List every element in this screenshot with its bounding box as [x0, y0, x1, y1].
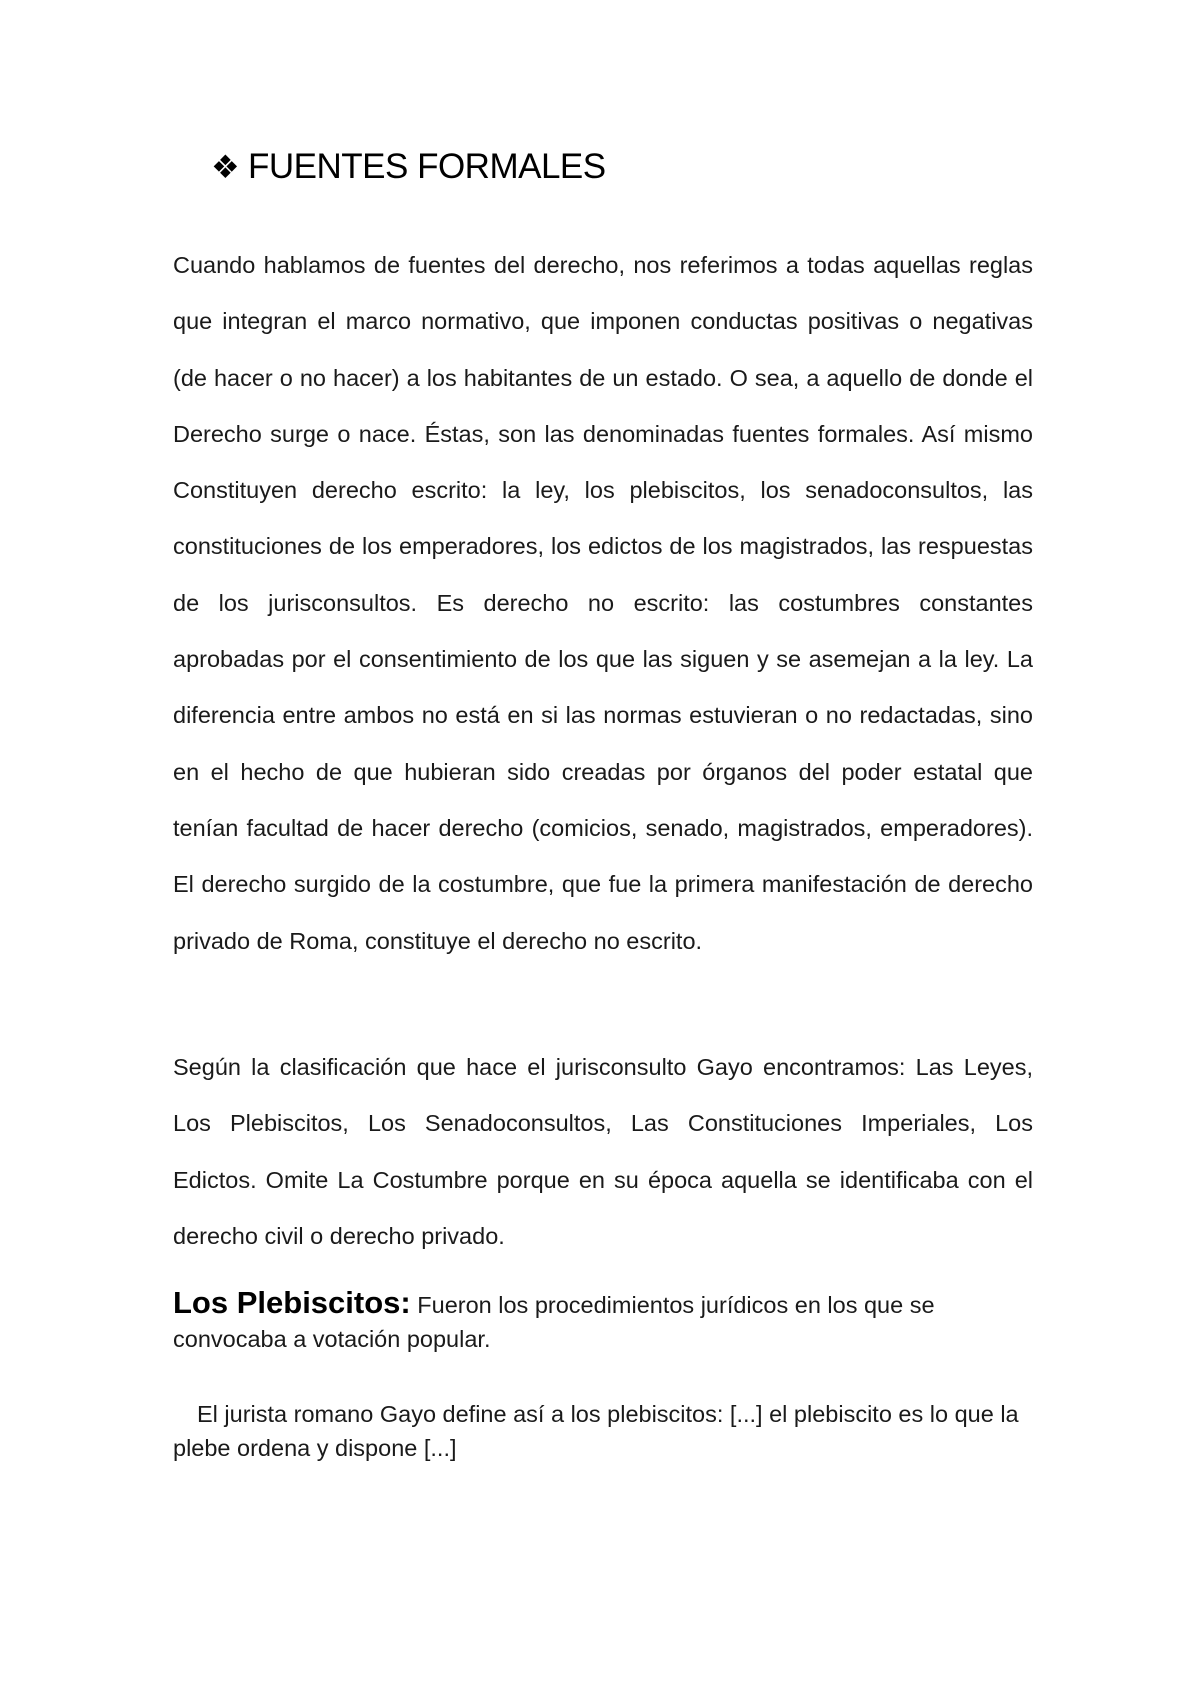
diamond-bullet-icon: ❖	[211, 149, 240, 185]
definition-plebiscitos	[173, 1286, 1033, 1356]
definition-term: Los Plebiscitos:	[173, 1285, 411, 1320]
heading-title: FUENTES FORMALES	[248, 147, 606, 186]
paragraph-fuentes-derecho: Cuando hablamos de fuentes del derecho, nos referimos a todas aquellas reglas que integran el marco normativo, que imponen conductas positivas o negativas (de hacer o no hacer) a los habitantes de un estado. O sea, a aquello de donde el Derecho surge o nace. Éstas, son las denominadas fuentes formales. Así mismo Constituyen derecho escrito: la ley, los plebiscitos, los senadoconsultos, las constituciones de los emperadores, los edictos de los magistrados, las respuestas de los jurisconsultos. Es derecho no escrito: las costumbres constantes aprobadas por el consentimiento de los que las siguen y se asemejan a la ley. La diferencia entre ambos no está en si las normas estuvieran o no redactadas, sino en el hecho de que hubieran sido creadas por órganos del poder estatal que tenían facultad de hacer derecho (comicios, senado, magistrados, emperadores). El derecho surgido de la costumbre, que fue la primera manifestación de derecho privado de Roma, constituye el derecho no escrito.	[173, 252, 1033, 954]
section-heading	[211, 142, 606, 192]
quote-gayo: El jurista romano Gayo define así a los plebiscitos: [...] el plebiscito es lo que la plebe ordena y dispone [...]	[173, 1401, 1019, 1461]
definition-text: Fueron los procedimientos jurídicos en los que se convocaba a votación popular.	[173, 1292, 935, 1352]
paragraph-clasificacion-gayo: Según la clasificación que hace el jurisconsulto Gayo encontramos: Las Leyes, Los Plebiscitos, Los Senadoconsultos, Las Constituciones Imperiales, Los Edictos. Omite La Costumbre porque en su época aquella se identificaba con el derecho civil o derecho privado.	[173, 1054, 1033, 1249]
